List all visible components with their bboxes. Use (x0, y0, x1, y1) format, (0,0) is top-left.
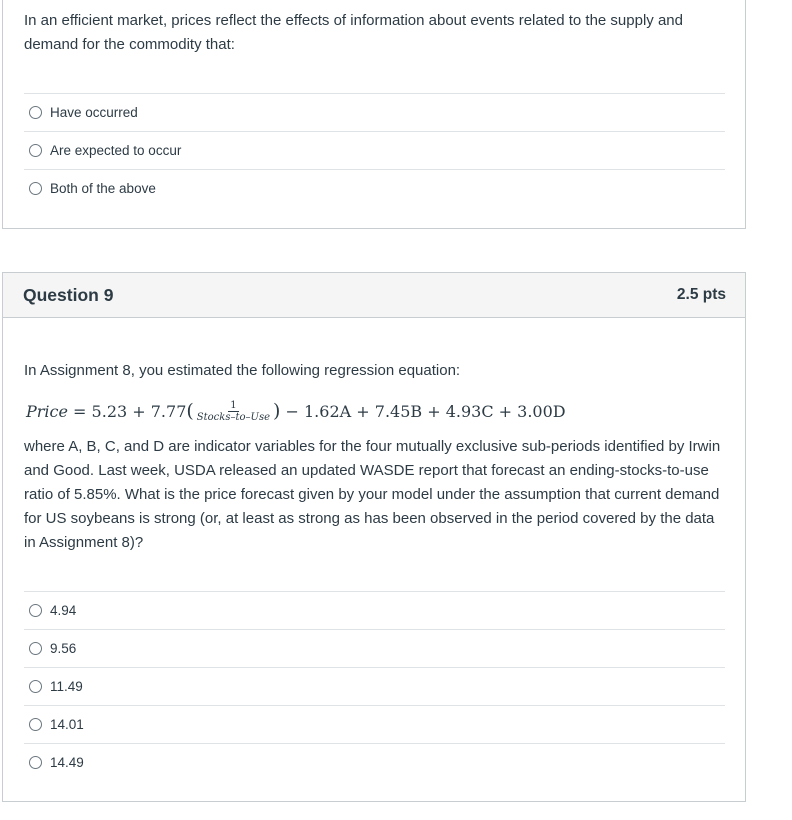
question-9-card (2, 272, 746, 802)
regression-equation (26, 397, 626, 425)
question-9-answers (24, 591, 725, 781)
answer-label: 14.49 (50, 755, 84, 770)
equation-intercept: 5.23 + 7.77 (91, 401, 187, 421)
radio-button[interactable] (29, 756, 42, 769)
equation-equals: = (67, 401, 92, 421)
radio-button[interactable] (29, 106, 42, 119)
question-8-answers (24, 93, 725, 207)
fraction-numerator: 1 (230, 399, 237, 411)
question-header (3, 273, 745, 318)
radio-button[interactable] (29, 680, 42, 693)
question-body: where A, B, C, and D are indicator variables for the four mutually exclusive sub-periods identified by Irwin and Good. Last week, USDA released an updated WASDE report that forecast an ending-stocks-to-use ratio of 5.85%. What is the price forecast given by your model under the assumption that current demand for US soybeans is strong (or, at least as strong as has been observed in the period covered by the data in Assignment 8)? (24, 438, 721, 551)
answer-label: 14.01 (50, 717, 84, 732)
equation-lhs: Price (26, 401, 68, 421)
question-points: 2.5 pts (676, 286, 726, 303)
radio-button[interactable] (29, 144, 42, 157)
answer-label: Have occurred (50, 105, 138, 120)
answer-label: Are expected to occur (50, 143, 182, 158)
radio-button[interactable] (29, 642, 42, 655)
answer-option[interactable] (24, 591, 725, 629)
question-intro: In Assignment 8, you estimated the following regression equation: (24, 362, 461, 379)
answer-option[interactable] (24, 629, 725, 667)
answer-label: Both of the above (50, 181, 156, 196)
answer-label: 11.49 (50, 679, 83, 694)
answer-option[interactable] (24, 169, 725, 207)
answer-option[interactable] (24, 131, 725, 169)
close-paren: ) (273, 399, 281, 422)
radio-button[interactable] (29, 182, 42, 195)
radio-button[interactable] (29, 718, 42, 731)
question-title: Question 9 (23, 284, 114, 305)
answer-option[interactable] (24, 743, 725, 781)
answer-label: 9.56 (50, 641, 77, 656)
equation-fraction (195, 400, 272, 423)
answer-option[interactable] (24, 667, 725, 705)
question-8-text: In an efficient market, prices reflect the effects of information about events related to the supply and demand for the commodity that: (24, 12, 683, 53)
answer-option[interactable] (24, 93, 725, 131)
question-8-card (2, 0, 746, 229)
answer-label: 4.94 (50, 603, 77, 618)
answer-option[interactable] (24, 705, 725, 743)
fraction-denominator: Stocks–to–Use (196, 411, 270, 423)
open-paren: ( (186, 399, 194, 422)
equation-terms: − 1.62A + 7.45B + 4.93C + 3.00D (280, 401, 566, 421)
radio-button[interactable] (29, 604, 42, 617)
